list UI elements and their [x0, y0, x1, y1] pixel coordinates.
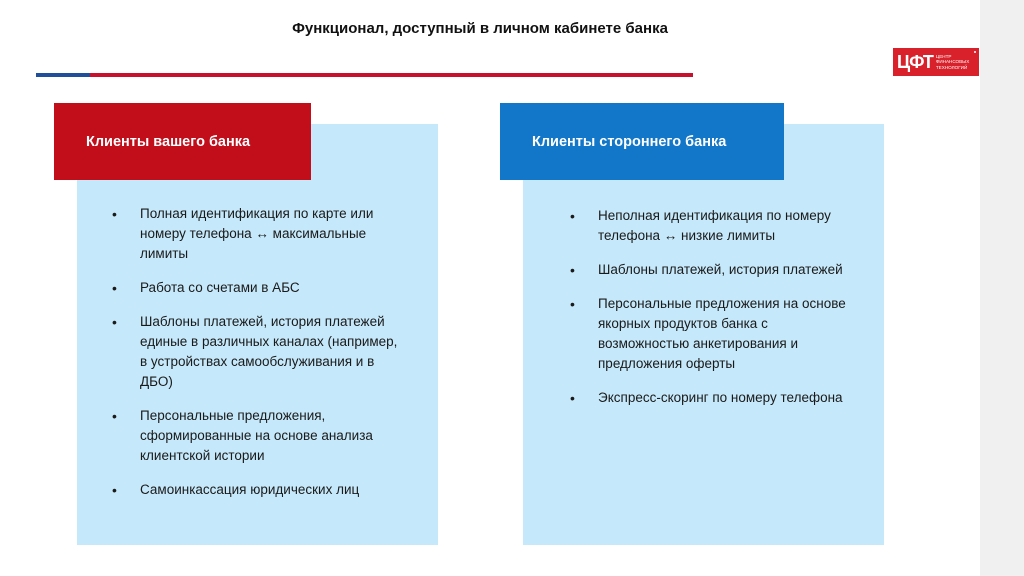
list-item: • Экспресс-скоринг по номеру телефона	[570, 390, 843, 406]
bullet-icon: •	[112, 314, 117, 330]
cft-logo	[893, 48, 979, 76]
list-item: • Персональные предложения на основе якорных продуктов банка с возможностью анкетирования и предложения оферты	[570, 296, 846, 371]
side-gutter	[980, 0, 1024, 576]
logo-mark: ЦФТ	[897, 52, 933, 72]
title-underline-blue	[36, 73, 90, 77]
logo-registered-icon	[974, 51, 976, 53]
list-item: • Полная идентификация по карте или номеру телефона ↔ максимальные лимиты	[112, 206, 374, 261]
header-other-bank: Клиенты стороннего банка	[500, 103, 784, 180]
other-bank-feature-list	[570, 206, 860, 422]
page-title: Функционал, доступный в личном кабинете банка	[292, 20, 668, 37]
logo-line-3: ТЕХНОЛОГИЙ	[935, 64, 968, 70]
list-item: • Работа со счетами в АБС	[112, 280, 300, 296]
list-item: • Самоинкассация юридических лиц	[112, 482, 360, 498]
own-bank-feature-list	[112, 204, 402, 514]
logo-line-1: ЦЕНТР	[935, 54, 952, 60]
bullet-icon: •	[112, 206, 117, 222]
bullet-icon: •	[112, 482, 117, 498]
list-item: • Шаблоны платежей, история платежей	[570, 262, 843, 278]
bullet-icon: •	[112, 280, 117, 296]
logo-caption	[936, 54, 969, 69]
bullet-icon: •	[570, 262, 575, 278]
logo-line-2: ФИНАНСОВЫХ	[935, 59, 970, 65]
bullet-icon: •	[570, 390, 575, 406]
bullet-icon: •	[570, 296, 575, 312]
header-own-bank: Клиенты вашего банка	[54, 103, 311, 180]
list-item: • Персональные предложения, сформированные на основе анализа клиентской истории	[112, 408, 373, 463]
title-underline-red	[90, 73, 693, 77]
bullet-icon: •	[112, 408, 117, 424]
list-item: • Неполная идентификация по номеру телефона ↔ низкие лимиты	[570, 208, 831, 243]
list-item: • Шаблоны платежей, история платежей единые в различных каналах (например, в устройствах самообслуживания и в ДБО)	[112, 314, 398, 389]
bullet-icon: •	[570, 208, 575, 224]
